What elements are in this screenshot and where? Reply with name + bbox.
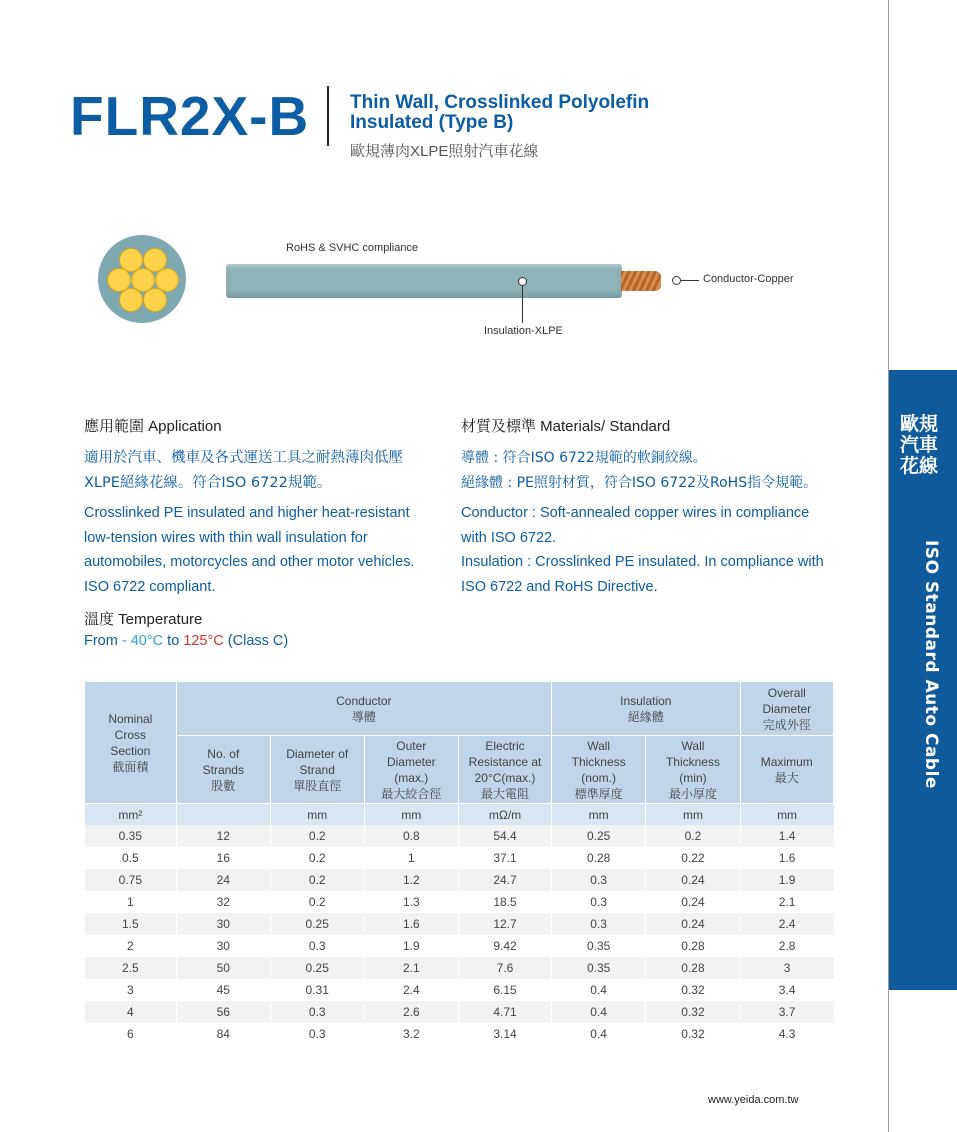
table-cell: 0.24 — [646, 891, 740, 913]
application-title: 應用範圍 Application — [84, 418, 222, 435]
table-cell: 54.4 — [459, 825, 552, 847]
table-cell: 0.2 — [270, 847, 364, 869]
table-cell: 3.7 — [740, 1001, 833, 1023]
application-en-line: ISO 6722 compliant. — [84, 578, 216, 595]
col-strands-header — [176, 736, 270, 804]
side-tab-en: ISO Standard Auto Cable — [921, 540, 941, 789]
conductor-marker — [672, 276, 681, 285]
col-nominal-header — [85, 682, 177, 804]
materials-en-line: ISO 6722 and RoHS Directive. — [461, 578, 658, 595]
materials-en-line: Conductor : Soft-annealed copper wires in compliance — [461, 505, 810, 521]
table-cell: 24.7 — [459, 869, 552, 891]
table-cell: 0.2 — [646, 825, 740, 847]
table-cell: 0.3 — [551, 891, 645, 913]
table-row — [85, 869, 834, 891]
col-nominal-label: Nominal Cross Section — [108, 711, 153, 758]
table-cell: 7.6 — [459, 957, 552, 979]
table-cell: 0.3 — [270, 1001, 364, 1023]
table-cell: 18.5 — [459, 891, 552, 913]
table-row — [85, 1023, 834, 1045]
table-cell: 1.6 — [740, 847, 833, 869]
col-strands-label: No. of Strands — [202, 746, 244, 777]
overall-group-label-cn: 完成外徑 — [762, 717, 811, 732]
table-cell: 1.3 — [364, 891, 459, 913]
unit-cell: mΩ/m — [459, 804, 552, 826]
table-row — [85, 935, 834, 957]
table-cell: 1.5 — [85, 913, 177, 935]
spec-table-body — [85, 825, 834, 1045]
subtitle-line-1: Thin Wall, Crosslinked Polyolefin — [350, 92, 650, 113]
table-cell: 0.3 — [551, 869, 645, 891]
table-cell: 0.4 — [551, 979, 645, 1001]
table-cell: 2.8 — [740, 935, 833, 957]
table-cell: 0.24 — [646, 869, 740, 891]
table-cell: 4.71 — [459, 1001, 552, 1023]
col-max-label: Maximum — [760, 754, 813, 769]
application-cn-line: 適用於汽車、機車及各式運送工具之耐熱薄肉低壓 — [84, 450, 403, 466]
table-cell: 2 — [85, 935, 177, 957]
table-cell: 0.2 — [270, 825, 364, 847]
table-cell: 56 — [176, 1001, 270, 1023]
insulation-group-label: Insulation — [620, 693, 672, 708]
table-cell: 0.32 — [646, 1001, 740, 1023]
application-en — [84, 501, 444, 599]
header-subtitle-cn: 歐規薄肉XLPE照射汽車花線 — [350, 143, 539, 160]
header-divider — [327, 86, 329, 146]
table-cell: 0.35 — [551, 935, 645, 957]
table-cell: 4 — [85, 1001, 177, 1023]
application-en-line: automobiles, motorcycles and other motor vehicles. — [84, 554, 415, 570]
header-subtitle — [350, 93, 670, 133]
table-cell: 24 — [176, 869, 270, 891]
materials-title: 材質及標準 Materials/ Standard — [461, 418, 671, 435]
table-cell: 0.25 — [551, 825, 645, 847]
col-wall-min-label-cn: 最小厚度 — [668, 786, 717, 801]
conductor-leader-line — [681, 280, 699, 281]
table-cell: 3 — [85, 979, 177, 1001]
insulation-group-header — [551, 682, 740, 736]
materials-en-line: with ISO 6722. — [461, 529, 557, 546]
table-cell: 0.75 — [85, 869, 177, 891]
table-cell: 4.3 — [740, 1023, 833, 1045]
table-cell: 50 — [176, 957, 270, 979]
table-cell: 30 — [176, 913, 270, 935]
conductor-label: Conductor-Copper — [703, 273, 794, 285]
table-cell: 0.3 — [551, 913, 645, 935]
materials-cn-line: 絕緣體 : PE照射材質，符合ISO 6722及RoHS指令規範。 — [461, 475, 818, 491]
table-cell: 2.6 — [364, 1001, 459, 1023]
materials-cn-line: 導體 : 符合ISO 6722規範的軟銅絞線。 — [461, 450, 707, 466]
table-cell: 30 — [176, 935, 270, 957]
col-nominal-label-cn: 截面積 — [112, 759, 149, 774]
col-diameter-label: Diameter of Strand — [286, 746, 349, 777]
table-cell: 1 — [364, 847, 459, 869]
table-cell: 1.4 — [740, 825, 833, 847]
col-outer-label-cn: 最大絞合徑 — [381, 786, 442, 801]
table-cell: 3.2 — [364, 1023, 459, 1045]
table-cell: 45 — [176, 979, 270, 1001]
table-cell: 0.32 — [646, 1023, 740, 1045]
table-cell: 0.28 — [646, 957, 740, 979]
table-cell: 6.15 — [459, 979, 552, 1001]
col-diameter-header — [270, 736, 364, 804]
col-diameter-label-cn: 單股直徑 — [293, 778, 342, 793]
unit-cell: mm — [551, 804, 645, 826]
table-cell: 0.5 — [85, 847, 177, 869]
table-cell: 0.24 — [646, 913, 740, 935]
table-cell: 1.9 — [740, 869, 833, 891]
temp-high: 125°C — [183, 633, 224, 649]
table-cell: 0.28 — [646, 935, 740, 957]
col-resistance-label: Electric Resistance at 20°C(max.) — [468, 738, 542, 785]
insulation-leader-line — [522, 285, 523, 323]
table-cell: 0.2 — [270, 869, 364, 891]
model-title: FLR2X-B — [70, 85, 310, 147]
table-row — [85, 891, 834, 913]
temperature-title: 溫度 Temperature — [84, 611, 203, 628]
units-row — [85, 804, 834, 826]
table-cell: 12.7 — [459, 913, 552, 935]
rohs-label: RoHS & SVHC compliance — [286, 242, 419, 254]
table-cell: 9.42 — [459, 935, 552, 957]
conductor-group-label: Conductor — [336, 693, 392, 708]
strand — [143, 288, 167, 312]
temp-low: - 40°C — [121, 633, 164, 649]
unit-cell: mm — [364, 804, 459, 826]
col-wall-nom-label: Wall Thickness (nom.) — [571, 738, 626, 785]
temperature-range — [84, 633, 288, 649]
table-row — [85, 847, 834, 869]
temp-class: (Class C) — [227, 633, 289, 649]
table-cell: 0.8 — [364, 825, 459, 847]
table-cell: 2.1 — [364, 957, 459, 979]
table-cell: 37.1 — [459, 847, 552, 869]
table-row — [85, 825, 834, 847]
conductor-group-label-cn: 導體 — [351, 709, 376, 724]
table-cell: 12 — [176, 825, 270, 847]
table-cell: 1 — [85, 891, 177, 913]
subtitle-line-2: Insulated (Type B) — [350, 112, 514, 133]
col-wall-nom-header — [551, 736, 645, 804]
col-wall-min-header — [646, 736, 740, 804]
table-cell: 2.1 — [740, 891, 833, 913]
table-cell: 0.32 — [646, 979, 740, 1001]
table-cell: 3 — [740, 957, 833, 979]
table-cell: 0.2 — [270, 891, 364, 913]
application-en-line: Crosslinked PE insulated and higher heat-resistant — [84, 505, 410, 521]
table-cell: 2.4 — [364, 979, 459, 1001]
col-outer-label: Outer Diameter (max.) — [386, 738, 436, 785]
materials-cn — [461, 446, 871, 496]
cable-cross-section-image — [98, 235, 186, 323]
spec-table — [84, 681, 834, 1045]
application-cn — [84, 446, 434, 496]
table-cell: 1.9 — [364, 935, 459, 957]
table-cell: 0.3 — [270, 935, 364, 957]
unit-cell: mm — [270, 804, 364, 826]
col-outer-header — [364, 736, 459, 804]
unit-cell: mm — [740, 804, 833, 826]
table-cell: 32 — [176, 891, 270, 913]
copper-conductor-image — [621, 271, 661, 291]
col-max-label-cn: 最大 — [774, 770, 799, 785]
unit-cell: mm² — [85, 804, 177, 826]
table-row — [85, 1001, 834, 1023]
table-cell: 0.35 — [85, 825, 177, 847]
table-cell: 6 — [85, 1023, 177, 1045]
col-resistance-label-cn: 最大電阻 — [481, 786, 530, 801]
table-cell: 0.3 — [270, 1023, 364, 1045]
cable-side-image — [226, 264, 622, 298]
table-cell: 0.35 — [551, 957, 645, 979]
table-cell: 2.4 — [740, 913, 833, 935]
table-cell: 0.22 — [646, 847, 740, 869]
col-resistance-header — [459, 736, 552, 804]
table-cell: 0.25 — [270, 913, 364, 935]
table-cell: 0.28 — [551, 847, 645, 869]
unit-cell: mm — [646, 804, 740, 826]
col-strands-label-cn: 股數 — [211, 778, 236, 793]
table-cell: 1.6 — [364, 913, 459, 935]
table-cell: 84 — [176, 1023, 270, 1045]
table-cell: 0.31 — [270, 979, 364, 1001]
temp-from: From — [84, 633, 118, 649]
strand — [119, 288, 143, 312]
insulation-group-label-cn: 絕緣體 — [627, 709, 664, 724]
table-cell: 3.14 — [459, 1023, 552, 1045]
col-wall-min-label: Wall Thickness (min) — [665, 738, 720, 785]
table-cell: 1.2 — [364, 869, 459, 891]
side-tab-cn: 歐規汽車花線 — [899, 413, 938, 477]
materials-en-line: Insulation : Crosslinked PE insulated. In compliance with — [461, 554, 824, 570]
col-max-header — [740, 736, 833, 804]
materials-en — [461, 501, 881, 599]
overall-group-header — [740, 682, 833, 736]
table-cell: 3.4 — [740, 979, 833, 1001]
table-cell: 0.4 — [551, 1023, 645, 1045]
table-cell: 0.4 — [551, 1001, 645, 1023]
table-row — [85, 957, 834, 979]
col-wall-nom-label-cn: 標準厚度 — [574, 786, 623, 801]
table-row — [85, 913, 834, 935]
table-cell: 2.5 — [85, 957, 177, 979]
temp-to: to — [167, 633, 180, 649]
table-cell: 16 — [176, 847, 270, 869]
unit-cell — [176, 804, 270, 826]
footer-url: www.yeida.com.tw — [708, 1094, 799, 1106]
overall-group-label: Overall Diameter — [762, 685, 812, 716]
application-cn-line: XLPE絕緣花線。符合ISO 6722規範。 — [84, 475, 332, 491]
side-tab — [889, 370, 957, 990]
table-cell: 0.25 — [270, 957, 364, 979]
insulation-label: Insulation-XLPE — [484, 325, 563, 337]
table-row — [85, 979, 834, 1001]
application-en-line: low-tension wires with thin wall insulation for — [84, 529, 368, 546]
conductor-group-header — [176, 682, 551, 736]
